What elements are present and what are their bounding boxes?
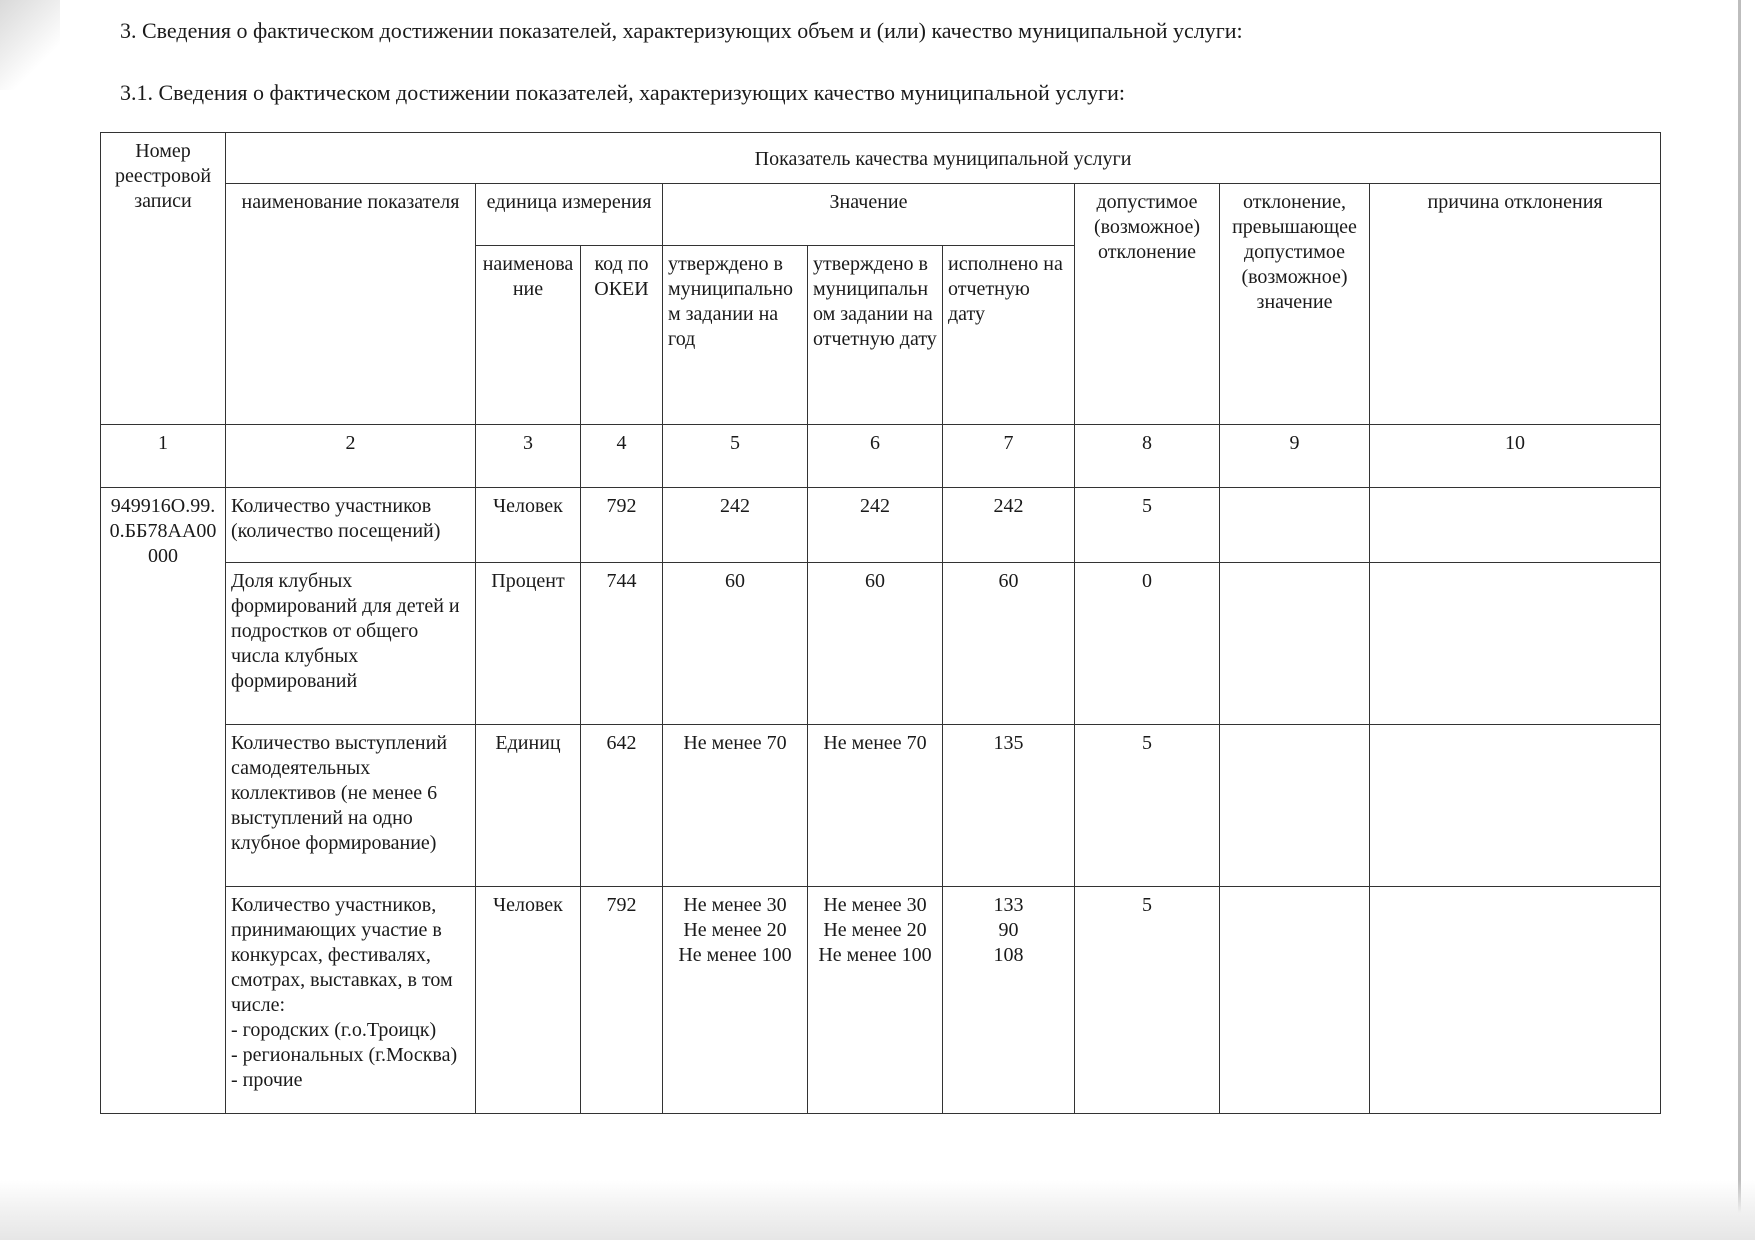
- header-value: Значение: [663, 184, 1075, 246]
- deviation-reason-cell: [1370, 562, 1661, 724]
- approved-year-cell: Не менее 70: [663, 724, 808, 886]
- header-okei-code: код по ОКЕИ: [581, 246, 663, 425]
- column-number: 1: [101, 425, 226, 488]
- allowed-deviation-cell: 5: [1075, 488, 1220, 563]
- okei-cell: 792: [581, 886, 663, 1113]
- okei-cell: 792: [581, 488, 663, 563]
- unit-cell: Единиц: [476, 724, 581, 886]
- header-registry-number: Номер реестровой записи: [101, 133, 226, 425]
- indicator-name-cell: Количество участников, принимающих участие в конкурсах, фестивалях, смотрах, выставках, в том числе: - городских (г.о.Троицк) - региональных (г.Москва) - прочие: [226, 886, 476, 1113]
- scan-edge: [1738, 0, 1741, 1240]
- unit-cell: Человек: [476, 886, 581, 1113]
- table-row: [101, 562, 1661, 724]
- approved-year-cell: 60: [663, 562, 808, 724]
- indicator-name-cell: Количество участников (количество посещений): [226, 488, 476, 563]
- excess-deviation-cell: [1220, 886, 1370, 1113]
- header-indicator-name: наименование показателя: [226, 184, 476, 425]
- deviation-reason-cell: [1370, 886, 1661, 1113]
- excess-deviation-cell: [1220, 562, 1370, 724]
- scan-edge-bottom: [0, 1180, 1755, 1240]
- indicator-name-cell: Количество выступлений самодеятельных коллективов (не менее 6 выступлений на одно клубное формирование): [226, 724, 476, 886]
- header-approved-date: утверждено в муниципальн ом задании на отчетную дату: [808, 246, 943, 425]
- approved-date-cell: 242: [808, 488, 943, 563]
- column-number: 6: [808, 425, 943, 488]
- column-number: 8: [1075, 425, 1220, 488]
- header-excess-deviation: отклонение, превышающее допустимое (возможное) значение: [1220, 184, 1370, 425]
- allowed-deviation-cell: 0: [1075, 562, 1220, 724]
- approved-year-cell: Не менее 30 Не менее 20 Не менее 100: [663, 886, 808, 1113]
- approved-year-cell: 242: [663, 488, 808, 563]
- executed-cell: 60: [943, 562, 1075, 724]
- okei-cell: 744: [581, 562, 663, 724]
- deviation-reason-cell: [1370, 488, 1661, 563]
- indicator-name-cell: Доля клубных формирований для детей и подростков от общего числа клубных формирований: [226, 562, 476, 724]
- executed-cell: 135: [943, 724, 1075, 886]
- header-quality-indicator: Показатель качества муниципальной услуги: [226, 133, 1661, 184]
- header-executed-date: исполнено на отчетную дату: [943, 246, 1075, 425]
- excess-deviation-cell: [1220, 724, 1370, 886]
- column-number: 5: [663, 425, 808, 488]
- table-row: [101, 488, 1661, 563]
- allowed-deviation-cell: 5: [1075, 724, 1220, 886]
- unit-cell: Процент: [476, 562, 581, 724]
- subsection-heading: 3.1. Сведения о фактическом достижении показателей, характеризующих качество муниципальной услуги:: [120, 80, 1125, 105]
- header-allowed-deviation: допустимое (возможное) отклонение: [1075, 184, 1220, 425]
- column-number: 3: [476, 425, 581, 488]
- registry-number-cell: 949916О.99.0.ББ78АА00000: [101, 488, 226, 1114]
- executed-cell: 242: [943, 488, 1075, 563]
- approved-date-cell: Не менее 30 Не менее 20 Не менее 100: [808, 886, 943, 1113]
- scan-shadow: [0, 0, 60, 90]
- deviation-reason-cell: [1370, 724, 1661, 886]
- header-deviation-reason: причина отклонения: [1370, 184, 1661, 425]
- header-unit: единица измерения: [476, 184, 663, 246]
- column-number: 9: [1220, 425, 1370, 488]
- table-row: [101, 886, 1661, 1113]
- approved-date-cell: Не менее 70: [808, 724, 943, 886]
- column-number: 10: [1370, 425, 1661, 488]
- header-row-2: [101, 184, 1661, 246]
- unit-cell: Человек: [476, 488, 581, 563]
- executed-cell: 133 90 108: [943, 886, 1075, 1113]
- okei-cell: 642: [581, 724, 663, 886]
- table-row: [101, 724, 1661, 886]
- header-approved-year: утверждено в муниципально м задании на год: [663, 246, 808, 425]
- header-row-1: [101, 133, 1661, 184]
- section-heading: 3. Сведения о фактическом достижении показателей, характеризующих объем и (или) качество муниципальной услуги:: [120, 18, 1243, 43]
- excess-deviation-cell: [1220, 488, 1370, 563]
- allowed-deviation-cell: 5: [1075, 886, 1220, 1113]
- header-unit-name: наименова ние: [476, 246, 581, 425]
- column-number: 7: [943, 425, 1075, 488]
- column-numbers-row: [101, 425, 1661, 488]
- approved-date-cell: 60: [808, 562, 943, 724]
- column-number: 4: [581, 425, 663, 488]
- column-number: 2: [226, 425, 476, 488]
- quality-indicators-table: [100, 132, 1661, 1114]
